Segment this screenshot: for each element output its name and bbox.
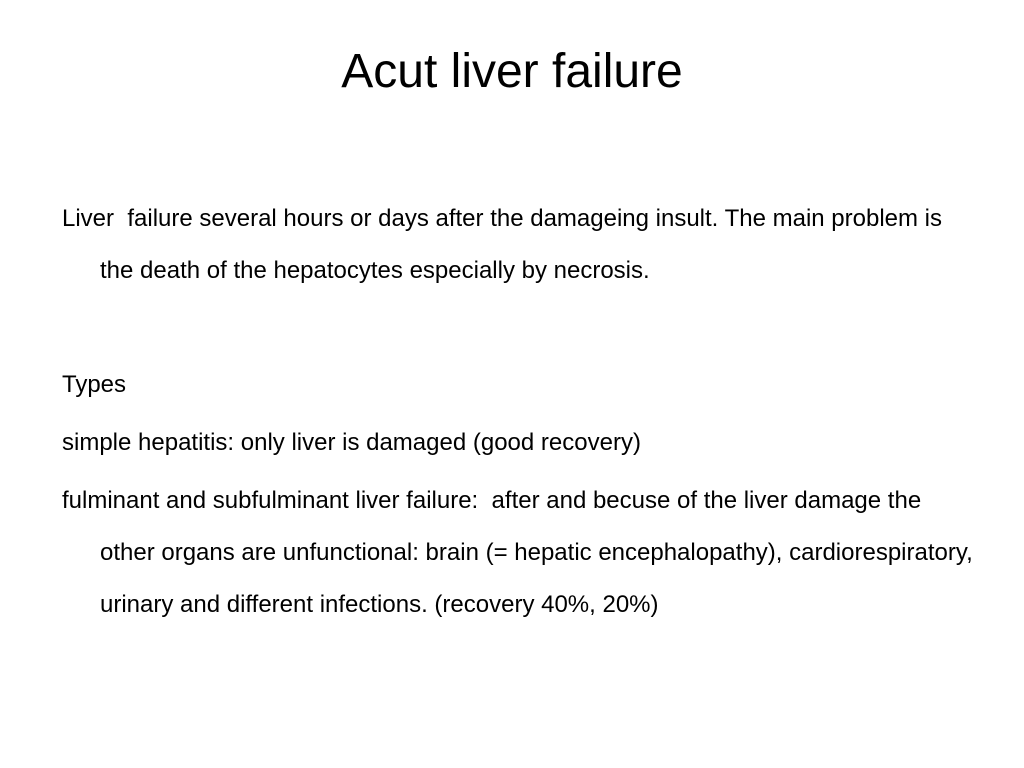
fulminant-item: fulminant and subfulminant liver failure: after and becuse of the liver damage the other organs are unfunctional: brain (= hepatic encephalopathy), cardiorespiratory, urinary and different infections. (recovery 40%, 20%)	[62, 487, 980, 618]
intro-paragraph: Liver failure several hours or days after the damageing insult. The main problem is the death of the hepatocytes especially by necrosis.	[62, 205, 949, 284]
spacer	[62, 297, 982, 359]
slide-body	[62, 193, 982, 631]
slide-title: Acut liver failure	[341, 45, 683, 98]
types-heading: Types	[62, 371, 127, 398]
simple-hepatitis-item: simple hepatitis: only liver is damaged (good recovery)	[62, 429, 641, 456]
